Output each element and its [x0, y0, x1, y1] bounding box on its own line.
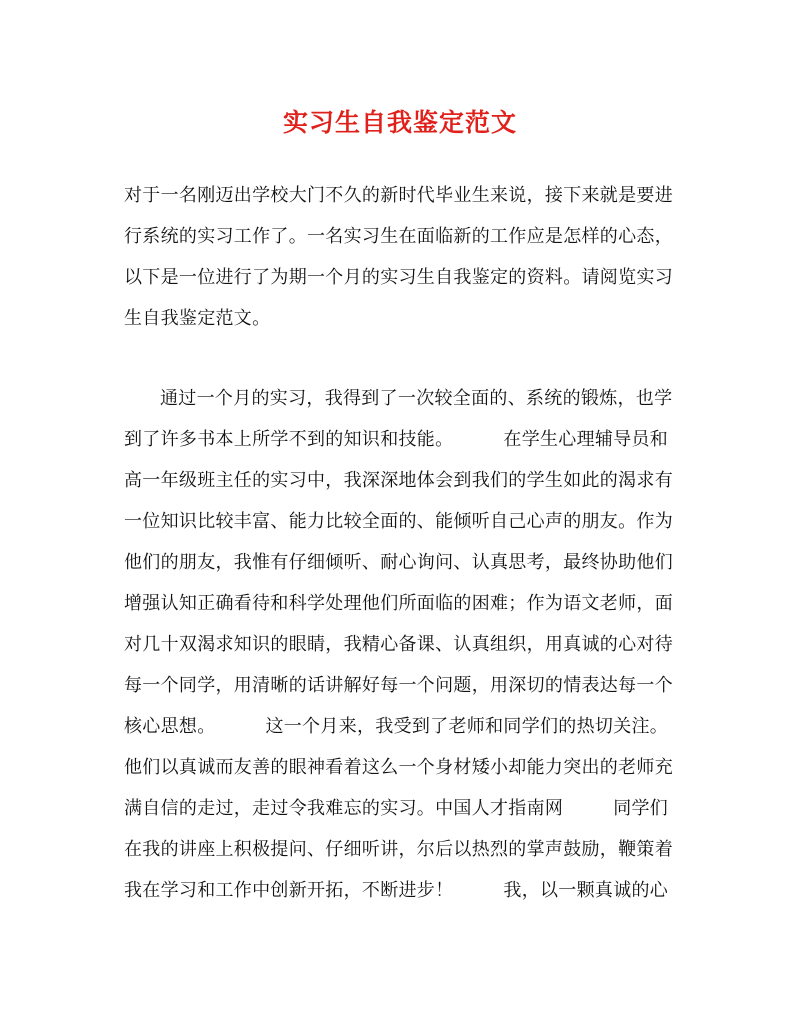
text-line-group [124, 419, 684, 460]
text-line: 对于一名刚迈出学校大门不久的新时代毕业生来说，接下来就是要进 [124, 185, 673, 206]
text-line-group [124, 788, 684, 829]
main-paragraph [124, 378, 684, 911]
text-line: 每一个同学，用清晰的话讲解好每一个问题，用深切的情表达每一个 [124, 675, 673, 696]
text-segment: 我在学习和工作中创新开拓，不断进步！ [124, 880, 454, 901]
text-line-group [124, 706, 684, 747]
text-segment: 这一个月来，我受到了老师和同学们的热切关注。 [265, 716, 669, 737]
text-segment: 同学们 [613, 798, 669, 819]
text-line: 在我的讲座上积极提问、仔细听讲，尔后以热烈的掌声鼓励，鞭策着 [124, 839, 673, 860]
text-line: 生自我鉴定范文。 [124, 308, 271, 329]
text-line: 对几十双渴求知识的眼睛，我精心备课、认真组织，用真诚的心对待 [124, 634, 673, 655]
text-line: 以下是一位进行了为期一个月的实习生自我鉴定的资料。请阅览实习 [124, 267, 673, 288]
text-segment: 核心思想。 [124, 716, 216, 737]
text-segment: 满自信的走过，走过令我难忘的实习。中国人才指南网 [124, 798, 564, 819]
text-segment: 我，以一颗真诚的心 [503, 880, 669, 901]
document-title: 实习生自我鉴定范文 [282, 108, 517, 137]
text-line: 一位知识比较丰富、能力比较全面的、能倾听自己心声的朋友。作为 [124, 511, 673, 532]
intro-paragraph [124, 175, 684, 339]
text-line: 他们以真诚而友善的眼神看着这么一个身材矮小却能力突出的老师充 [124, 757, 673, 778]
text-segment: 在学生心理辅导员和 [503, 429, 669, 450]
text-line: 他们的朋友，我惟有仔细倾听、耐心询问、认真思考，最终协助他们 [124, 552, 673, 573]
text-line: 增强认知正确看待和科学处理他们所面临的困难；作为语文老师，面 [124, 593, 673, 614]
text-line: 行系统的实习工作了。一名实习生在面临新的工作应是怎样的心态， [124, 226, 673, 247]
text-line: 通过一个月的实习，我得到了一次较全面的、系统的锻炼，也学 [160, 388, 673, 409]
text-line: 高一年级班主任的实习中，我深深地体会到我们的学生如此的渴求有 [124, 470, 673, 491]
text-line-group [124, 870, 684, 911]
text-segment: 到了许多书本上所学不到的知识和技能。 [124, 429, 454, 450]
